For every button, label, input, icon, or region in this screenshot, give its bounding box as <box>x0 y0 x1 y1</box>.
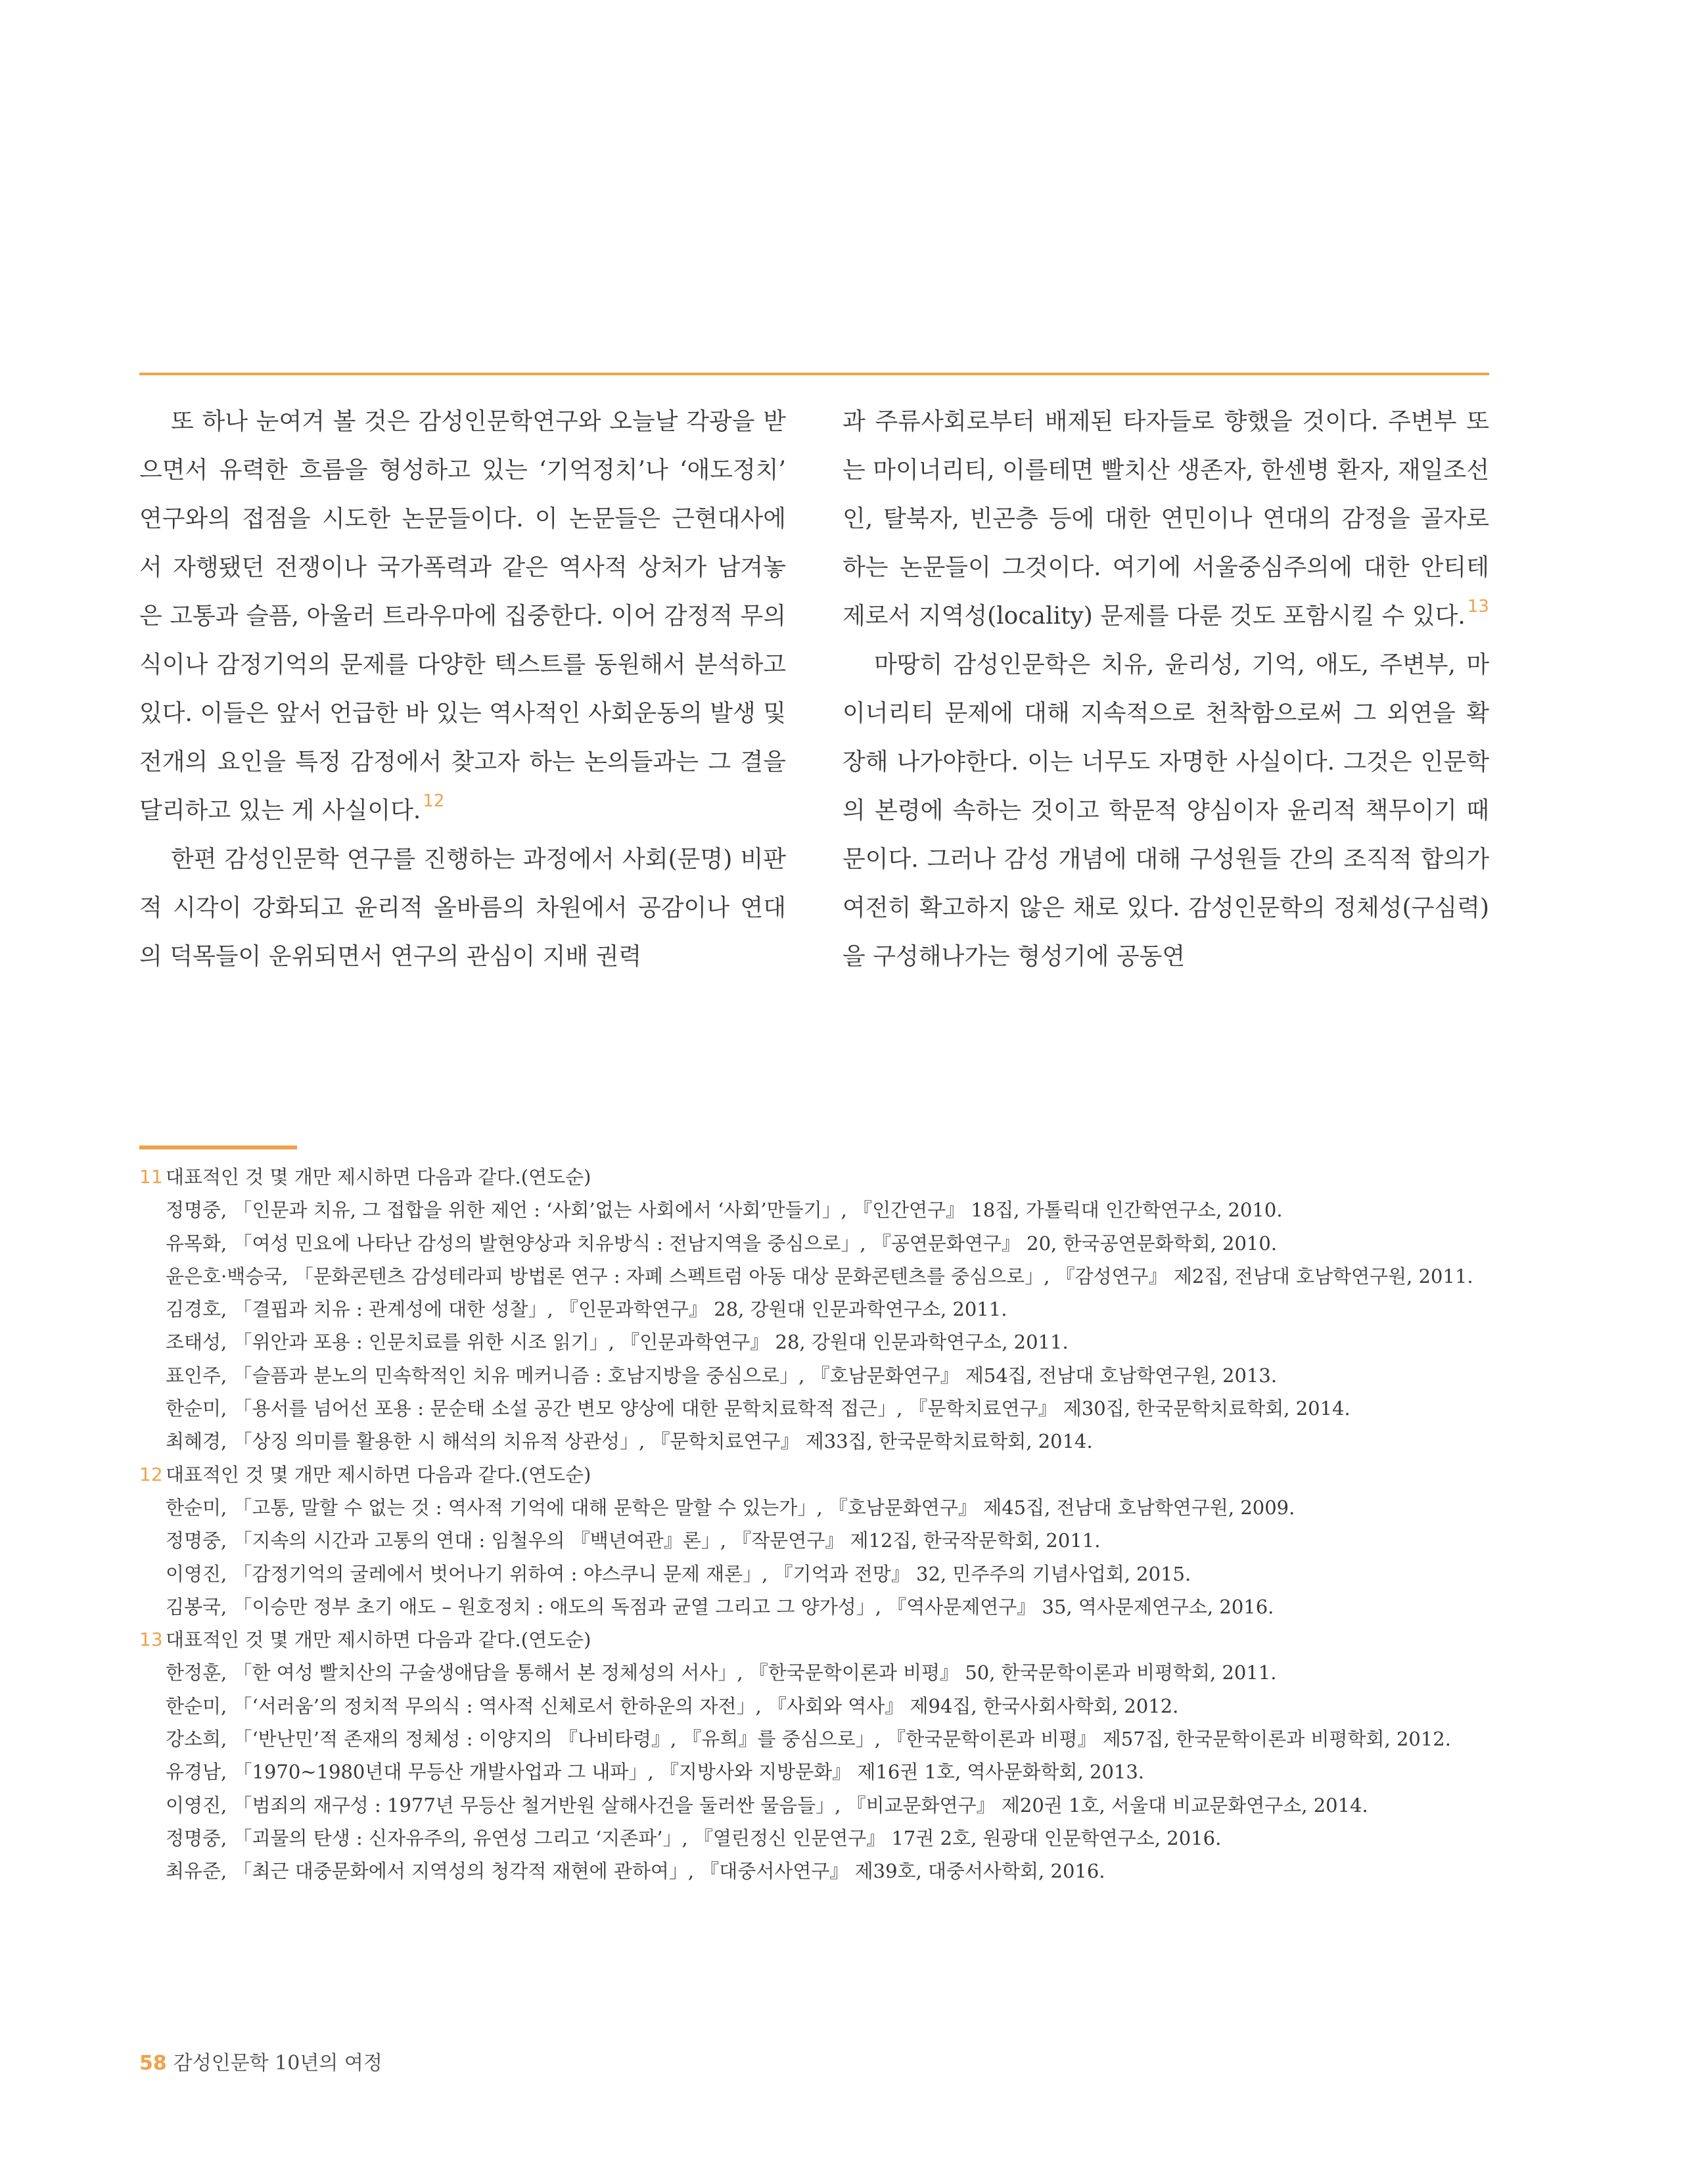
footnote-intro: 대표적인 것 몇 개만 제시하면 다음과 같다.(연도순) <box>166 1166 591 1188</box>
footnote-number: 12 <box>139 1463 163 1485</box>
running-title: 감성인문학 10년의 여정 <box>173 2052 382 2075</box>
body-column-right <box>842 398 1489 981</box>
reference-item: 한순미, 「용서를 넘어선 포용 : 문순태 소설 공간 변모 양상에 대한 문학치료학적 접근」, 『문학치료연구』 제30집, 한국문학치료학회, 2014. <box>166 1397 1350 1420</box>
footnote-rule <box>139 1145 297 1149</box>
footnote-number: 13 <box>139 1629 163 1651</box>
paragraph <box>842 398 1489 641</box>
body-column-left <box>139 398 786 981</box>
header-rule <box>139 373 1489 375</box>
footnotes <box>139 1161 1489 1888</box>
reference-item: 정명중, 「인문과 치유, 그 접합을 위한 제언 : ‘사회’없는 사회에서 ‘사회’만들기」, 『인간연구』 18집, 가톨릭대 인간학연구소, 2010. <box>166 1199 1283 1222</box>
footnote-intro: 대표적인 것 몇 개만 제시하면 다음과 같다.(연도순) <box>166 1463 591 1486</box>
paragraph-text: 마땅히 감성인문학은 치유, 윤리성, 기억, 애도, 주변부, 마이너리티 문제에 대해 지속적으로 천착함으로써 그 외연을 확장해 나가야한다. 이는 너무도 자명한 사실이다. 그것은 인문학의 본령에 속하는 것이고 학문적 양심이자 윤리적 책무이기 때문이다. 그러나 감성 개념에 대해 구성원들 간의 조직적 합의가 여전히 확고하지 않은 채로 있다. 감성인문학의 정체성(구심력)을 구성해나가는 형성기에 공동연 <box>842 651 1489 970</box>
reference-item: 유경남, 「1970~1980년대 무등산 개발사업과 그 내파」, 『지방사와 지방문화』 제16권 1호, 역사문화학회, 2013. <box>166 1761 1145 1784</box>
footnote-ref-12: 12 <box>423 791 445 811</box>
footnote-number: 11 <box>139 1166 163 1188</box>
paragraph-text: 한편 감성인문학 연구를 진행하는 과정에서 사회(문명) 비판적 시각이 강화되고 윤리적 올바름의 차원에서 공감이나 연대의 덕목들이 운위되면서 연구의 관심이 지배 권력 <box>139 846 786 970</box>
page-number: 58 <box>139 2052 167 2075</box>
footnote-head <box>139 1623 1489 1656</box>
reference-item: 표인주, 「슬픔과 분노의 민속학적인 치유 메커니즘 : 호남지방을 중심으로」, 『호남문화연구』 제54집, 전남대 호남학연구원, 2013. <box>166 1364 1278 1387</box>
reference-item: 최유준, 「최근 대중문화에서 지역성의 청각적 재현에 관하여」, 『대중서사연구』 제39호, 대중서사학회, 2016. <box>166 1860 1105 1883</box>
footnote-intro: 대표적인 것 몇 개만 제시하면 다음과 같다.(연도순) <box>166 1629 591 1652</box>
footnote-ref-13: 13 <box>1467 597 1489 616</box>
reference-item: 한정훈, 「한 여성 빨치산의 구술생애담을 통해서 본 정체성의 서사」, 『한국문학이론과 비평』 50, 한국문학이론과 비평학회, 2011. <box>166 1661 1277 1684</box>
reference-item: 김봉국, 「이승만 정부 초기 애도 – 원호정치 : 애도의 독점과 균열 그리고 그 양가성」, 『역사문제연구』 35, 역사문제연구소, 2016. <box>166 1595 1274 1618</box>
reference-item: 김경호, 「결핍과 치유 : 관계성에 대한 성찰」, 『인문과학연구』 28, 강원대 인문과학연구소, 2011. <box>166 1298 1007 1321</box>
reference-item: 최혜경, 「상징 의미를 활용한 시 해석의 치유적 상관성」, 『문학치료연구』 제33집, 한국문학치료학회, 2014. <box>166 1430 1093 1453</box>
paragraph-text: 과 주류사회로부터 배제된 타자들로 향했을 것이다. 주변부 또는 마이너리티, 이를테면 빨치산 생존자, 한센병 환자, 재일조선인, 탈북자, 빈곤층 등에 대한 연민이나 연대의 감정을 골자로 하는 논문들이 그것이다. 여기에 서울중심주의에 대한 안티테제로서 지역성(locality) 문제를 다룬 것도 포함시킬 수 있다. <box>842 408 1489 630</box>
paragraph-text: 또 하나 눈여겨 볼 것은 감성인문학연구와 오늘날 각광을 받으면서 유력한 흐름을 형성하고 있는 ‘기억정치’나 ‘애도정치’ 연구와의 접점을 시도한 논문들이다. 이 논문들은 근현대사에서 자행됐던 전쟁이나 국가폭력과 같은 역사적 상처가 남겨놓은 고통과 슬픔, 아울러 트라우마에 집중한다. 이어 감정적 무의식이나 감정기억의 문제를 다양한 텍스트를 동원해서 분석하고 있다. 이들은 앞서 언급한 바 있는 역사적인 사회운동의 발생 및 전개의 요인을 특정 감정에서 찾고자 하는 논의들과는 그 결을 달리하고 있는 게 사실이다. <box>139 408 786 824</box>
reference-item: 정명중, 「지속의 시간과 고통의 연대 : 임철우의 『백년여관』론」, 『작문연구』 제12집, 한국작문학회, 2011. <box>166 1529 1101 1552</box>
reference-item: 조태성, 「위안과 포용 : 인문치료를 위한 시조 읽기」, 『인문과학연구』 28, 강원대 인문과학연구소, 2011. <box>166 1331 1069 1354</box>
footnote-12 <box>139 1458 1489 1623</box>
reference-item: 정명중, 「괴물의 탄생 : 신자유주의, 유연성 그리고 ‘지존파’」, 『열린정신 인문연구』 17권 2호, 원광대 인문학연구소, 2016. <box>166 1826 1222 1849</box>
footnote-13 <box>139 1623 1489 1887</box>
reference-item: 유목화, 「여성 민요에 나타난 감성의 발현양상과 치유방식 : 전남지역을 중심으로」, 『공연문화연구』 20, 한국공연문화학회, 2010. <box>166 1232 1278 1255</box>
footnote-head <box>139 1458 1489 1491</box>
footnote-head <box>139 1161 1489 1193</box>
paragraph <box>842 641 1489 981</box>
reference-item: 이영진, 「범죄의 재구성 : 1977년 무등산 철거반원 살해사건을 둘러싼 물음들」, 『비교문화연구』 제20권 1호, 서울대 비교문화연구소, 2014. <box>166 1793 1368 1816</box>
page-footer <box>139 2050 382 2077</box>
footnote-11 <box>139 1161 1489 1458</box>
reference-item: 윤은호·백승국, 「문화콘텐츠 감성테라피 방법론 연구 : 자폐 스펙트럼 아동 대상 문화콘텐츠를 중심으로」, 『감성연구』 제2집, 전남대 호남학연구원, 2011. <box>166 1264 1473 1287</box>
reference-item: 한순미, 「고통, 말할 수 없는 것 : 역사적 기억에 대해 문학은 말할 수 있는가」, 『호남문화연구』 제45집, 전남대 호남학연구원, 2009. <box>166 1496 1295 1519</box>
reference-item: 이영진, 「감정기억의 굴레에서 벗어나기 위하여 : 야스쿠니 문제 재론」, 『기억과 전망』 32, 민주주의 기념사업회, 2015. <box>166 1562 1191 1585</box>
reference-item: 강소희, 「‘반난민’적 존재의 정체성 : 이양지의 『나비타령』, 『유희』를 중심으로」, 『한국문학이론과 비평』 제57집, 한국문학이론과 비평학회, 2012. <box>166 1728 1451 1751</box>
paragraph <box>139 398 786 835</box>
reference-item: 한순미, 「‘서러움’의 정치적 무의식 : 역사적 신체로서 한하운의 자전」, 『사회와 역사』 제94집, 한국사회사학회, 2012. <box>166 1694 1179 1717</box>
paragraph <box>139 835 786 981</box>
